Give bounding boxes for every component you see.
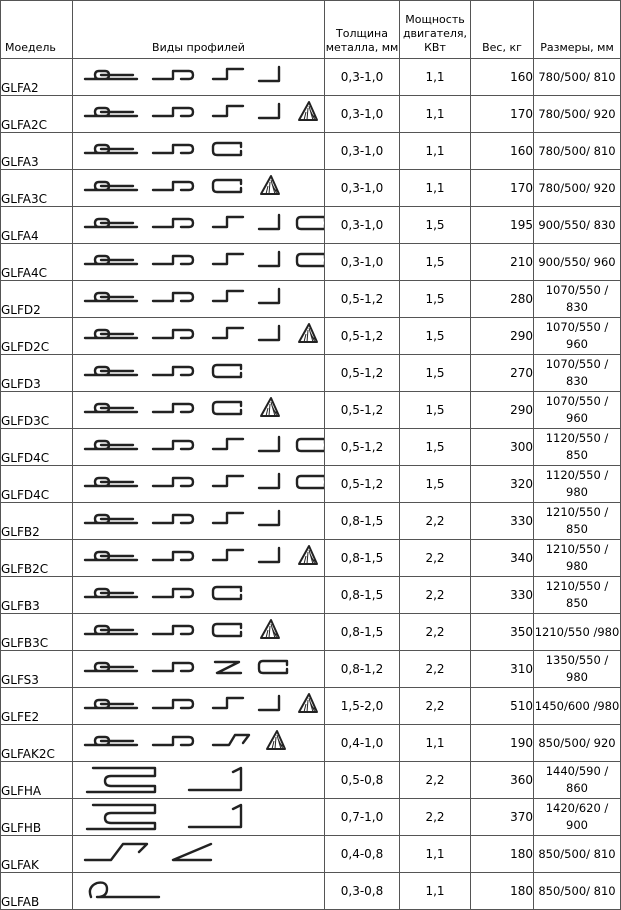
profile-seam-long-icon <box>85 367 137 375</box>
dims-cell: 900/550/ 830 <box>534 207 621 244</box>
profile-cbox-icon <box>213 402 241 414</box>
profile-seam-long-icon <box>85 700 137 708</box>
weight-cell: 270 <box>471 355 534 392</box>
power-cell: 1,1 <box>400 725 471 762</box>
profile-big-angle-icon <box>189 768 241 790</box>
weight-cell: 170 <box>471 170 534 207</box>
header-model: Моедель <box>1 1 73 59</box>
profile-seam-long-icon <box>85 293 137 301</box>
profile-big-angle-icon <box>189 805 241 827</box>
thickness-cell: 0,3-0,8 <box>325 873 400 910</box>
profile-seam-open-icon <box>153 441 193 449</box>
power-cell: 1,1 <box>400 133 471 170</box>
dims-cell: 1070/550 / 960 <box>534 392 621 429</box>
profile-drawings <box>73 392 324 428</box>
profile-angle-icon <box>259 326 279 340</box>
dims-cell: 1210/550 / 980 <box>534 540 621 577</box>
profile-step-icon <box>213 698 243 708</box>
profile-angle-icon <box>259 289 279 303</box>
power-cell: 1,5 <box>400 244 471 281</box>
profile-cbox-icon <box>213 624 241 636</box>
profile-drawings <box>73 355 324 391</box>
model-cell: GLFS3 <box>1 651 73 688</box>
power-cell: 1,1 <box>400 873 471 910</box>
thickness-cell: 0,4-0,8 <box>325 836 400 873</box>
dims-cell: 1210/550 / 850 <box>534 577 621 614</box>
table-row <box>1 836 621 873</box>
profile-seam-open-icon <box>153 404 193 412</box>
profiles-cell <box>73 207 325 244</box>
thickness-cell: 0,5-0,8 <box>325 762 400 799</box>
profile-cone-icon <box>261 620 279 638</box>
model-cell: GLFD2 <box>1 281 73 318</box>
profile-cone-icon <box>267 731 285 749</box>
dims-cell: 780/500/ 920 <box>534 96 621 133</box>
profile-seam-long-icon <box>85 515 137 523</box>
profile-cbox-icon <box>297 254 324 266</box>
header-weight: Вес, кг <box>471 1 534 59</box>
profile-drawings <box>73 725 324 761</box>
profile-drawings <box>73 429 324 465</box>
profile-drawings <box>73 836 324 872</box>
dims-cell: 1440/590 / 860 <box>534 762 621 799</box>
profile-cone-icon <box>299 324 317 342</box>
table-row <box>1 281 621 318</box>
profiles-cell <box>73 59 325 96</box>
power-cell: 1,5 <box>400 281 471 318</box>
profile-drawings <box>73 762 324 798</box>
profiles-cell <box>73 762 325 799</box>
profile-seam-open-icon <box>153 700 193 708</box>
model-cell: GLFB3 <box>1 577 73 614</box>
table-row <box>1 651 621 688</box>
profile-big-seam-icon <box>87 805 155 829</box>
profile-angle-icon <box>259 511 279 525</box>
profile-drawings <box>73 59 324 95</box>
weight-cell: 210 <box>471 244 534 281</box>
profile-drawings <box>73 318 324 354</box>
profile-drawings <box>73 466 324 502</box>
profile-drawings <box>73 503 324 539</box>
profile-step-icon <box>213 69 243 79</box>
weight-cell: 340 <box>471 540 534 577</box>
table-row <box>1 133 621 170</box>
profile-seam-open-icon <box>153 330 193 338</box>
profile-big-seam-icon <box>87 768 155 792</box>
table-row <box>1 503 621 540</box>
table-row <box>1 318 621 355</box>
profiles-cell <box>73 540 325 577</box>
profile-drawings <box>73 96 324 132</box>
thickness-cell: 0,7-1,0 <box>325 799 400 836</box>
profiles-cell <box>73 651 325 688</box>
profiles-cell <box>73 170 325 207</box>
power-cell: 1,5 <box>400 318 471 355</box>
profile-seam-long-icon <box>85 256 137 264</box>
power-cell: 2,2 <box>400 503 471 540</box>
power-cell: 2,2 <box>400 651 471 688</box>
model-cell: GLFA3C <box>1 170 73 207</box>
profile-angle-icon <box>259 67 279 81</box>
profiles-cell <box>73 577 325 614</box>
profile-angle-icon <box>259 104 279 118</box>
profile-drawings <box>73 207 324 243</box>
profile-step-icon <box>213 217 243 227</box>
dims-cell: 1120/550 / 850 <box>534 429 621 466</box>
profile-seam-long-icon <box>85 663 137 671</box>
thickness-cell: 0,5-1,2 <box>325 355 400 392</box>
profile-cbox-icon <box>297 476 324 488</box>
weight-cell: 180 <box>471 836 534 873</box>
profile-step-icon <box>213 513 243 523</box>
thickness-cell: 0,4-1,0 <box>325 725 400 762</box>
thickness-cell: 0,3-1,0 <box>325 207 400 244</box>
profile-drawings <box>73 873 324 909</box>
profile-seam-open-icon <box>153 71 193 79</box>
header-row <box>1 1 621 59</box>
weight-cell: 320 <box>471 466 534 503</box>
weight-cell: 350 <box>471 614 534 651</box>
power-cell: 1,1 <box>400 96 471 133</box>
thickness-cell: 0,3-1,0 <box>325 244 400 281</box>
model-cell: GLFAK2C <box>1 725 73 762</box>
profile-vee-icon <box>173 844 211 860</box>
power-cell: 1,5 <box>400 429 471 466</box>
profile-cbox-icon <box>213 587 241 599</box>
dims-cell: 780/500/ 810 <box>534 59 621 96</box>
dims-cell: 1420/620 / 900 <box>534 799 621 836</box>
profile-cbox-icon <box>213 180 241 192</box>
power-cell: 2,2 <box>400 614 471 651</box>
thickness-cell: 0,3-1,0 <box>325 96 400 133</box>
power-cell: 1,5 <box>400 466 471 503</box>
profile-seam-long-icon <box>85 108 137 116</box>
model-cell: GLFA4 <box>1 207 73 244</box>
profile-seam-open-icon <box>153 552 193 560</box>
profile-seam-long-icon <box>85 552 137 560</box>
table-body <box>1 59 621 910</box>
profile-cbox-icon <box>297 439 324 451</box>
profile-step-icon <box>213 476 243 486</box>
profile-cbox-icon <box>213 365 241 377</box>
dims-cell: 850/500/ 810 <box>534 836 621 873</box>
thickness-cell: 0,5-1,2 <box>325 318 400 355</box>
profiles-cell <box>73 614 325 651</box>
model-cell: GLFD4C <box>1 429 73 466</box>
weight-cell: 290 <box>471 318 534 355</box>
table-row <box>1 355 621 392</box>
profile-seam-open-icon <box>153 108 193 116</box>
thickness-cell: 0,3-1,0 <box>325 170 400 207</box>
profile-angle-icon <box>259 696 279 710</box>
weight-cell: 330 <box>471 577 534 614</box>
profile-seam-open-icon <box>153 182 193 190</box>
weight-cell: 310 <box>471 651 534 688</box>
weight-cell: 160 <box>471 59 534 96</box>
profile-angle-icon <box>259 548 279 562</box>
thickness-cell: 0,5-1,2 <box>325 429 400 466</box>
profile-seam-open-icon <box>153 367 193 375</box>
profiles-cell <box>73 688 325 725</box>
table-row <box>1 873 621 910</box>
profiles-cell <box>73 133 325 170</box>
profile-seam-long-icon <box>85 478 137 486</box>
profile-angle-icon <box>259 437 279 451</box>
thickness-cell: 1,5-2,0 <box>325 688 400 725</box>
model-cell: GLFD4C <box>1 466 73 503</box>
power-cell: 2,2 <box>400 577 471 614</box>
weight-cell: 510 <box>471 688 534 725</box>
profiles-cell <box>73 244 325 281</box>
profile-seam-open-icon <box>153 737 193 745</box>
profile-seam-open-icon <box>153 589 193 597</box>
model-cell: GLFA2 <box>1 59 73 96</box>
profile-step-icon <box>213 550 243 560</box>
dims-cell: 780/500/ 810 <box>534 133 621 170</box>
profile-cbox-icon <box>259 661 287 673</box>
thickness-cell: 0,8-1,5 <box>325 614 400 651</box>
profile-seam-long-icon <box>85 219 137 227</box>
table-row <box>1 59 621 96</box>
profile-drawings <box>73 170 324 206</box>
profile-seam-long-icon <box>85 737 137 745</box>
model-cell: GLFD2C <box>1 318 73 355</box>
dims-cell: 1450/600 /980 <box>534 688 621 725</box>
thickness-cell: 0,5-1,2 <box>325 281 400 318</box>
profile-drawings <box>73 651 324 687</box>
profile-seam-long-icon <box>85 626 137 634</box>
header-dims: Размеры, мм <box>534 1 621 59</box>
weight-cell: 160 <box>471 133 534 170</box>
profiles-cell <box>73 836 325 873</box>
profile-drawings <box>73 614 324 650</box>
model-cell: GLFA2C <box>1 96 73 133</box>
thickness-cell: 0,5-1,2 <box>325 392 400 429</box>
profile-cone-icon <box>261 398 279 416</box>
dims-cell: 1210/550 /980 <box>534 614 621 651</box>
power-cell: 1,1 <box>400 170 471 207</box>
table-row <box>1 762 621 799</box>
profile-drawings <box>73 281 324 317</box>
dims-cell: 1210/550 / 850 <box>534 503 621 540</box>
thickness-cell: 0,3-1,0 <box>325 133 400 170</box>
profile-drawings <box>73 799 324 835</box>
profile-angle-icon <box>259 252 279 266</box>
profile-cbox-icon <box>297 217 324 229</box>
model-cell: GLFD3C <box>1 392 73 429</box>
weight-cell: 190 <box>471 725 534 762</box>
thickness-cell: 0,8-1,5 <box>325 540 400 577</box>
profile-seam-long-icon <box>85 182 137 190</box>
profile-angle-icon <box>259 215 279 229</box>
thickness-cell: 0,8-1,5 <box>325 577 400 614</box>
profile-drawings <box>73 133 324 169</box>
weight-cell: 170 <box>471 96 534 133</box>
power-cell: 1,1 <box>400 836 471 873</box>
power-cell: 2,2 <box>400 762 471 799</box>
profile-step-icon <box>213 291 243 301</box>
weight-cell: 370 <box>471 799 534 836</box>
profile-zig-icon <box>215 662 241 673</box>
model-cell: GLFAB <box>1 873 73 910</box>
profiles-cell <box>73 318 325 355</box>
profile-seam-open-icon <box>153 256 193 264</box>
dims-cell: 1350/550 / 980 <box>534 651 621 688</box>
dims-cell: 1120/550 / 980 <box>534 466 621 503</box>
profile-cone-icon <box>261 176 279 194</box>
profile-seam-open-icon <box>153 219 193 227</box>
model-cell: GLFB2 <box>1 503 73 540</box>
table-row <box>1 207 621 244</box>
weight-cell: 180 <box>471 873 534 910</box>
dims-cell: 1070/550 / 830 <box>534 355 621 392</box>
dims-cell: 1070/550 / 960 <box>534 318 621 355</box>
table-row <box>1 725 621 762</box>
weight-cell: 330 <box>471 503 534 540</box>
profile-cone-icon <box>299 546 317 564</box>
table-row <box>1 96 621 133</box>
table-row <box>1 688 621 725</box>
profile-step-icon <box>213 254 243 264</box>
profiles-cell <box>73 429 325 466</box>
table-row <box>1 392 621 429</box>
weight-cell: 280 <box>471 281 534 318</box>
profiles-cell <box>73 392 325 429</box>
dims-cell: 850/500/ 810 <box>534 873 621 910</box>
weight-cell: 360 <box>471 762 534 799</box>
model-cell: GLFB3C <box>1 614 73 651</box>
power-cell: 1,5 <box>400 207 471 244</box>
profile-seam-long-icon <box>85 441 137 449</box>
profile-cbox-icon <box>213 143 241 155</box>
header-power: Мощность двигателя, КВт <box>400 1 471 59</box>
weight-cell: 300 <box>471 429 534 466</box>
power-cell: 1,1 <box>400 59 471 96</box>
header-thickness: Толщина металла, мм <box>325 1 400 59</box>
profile-step-icon <box>213 106 243 116</box>
table-row <box>1 170 621 207</box>
profile-seam-long-icon <box>85 404 137 412</box>
model-cell: GLFE2 <box>1 688 73 725</box>
profile-seam-open-icon <box>153 515 193 523</box>
profiles-cell <box>73 281 325 318</box>
power-cell: 2,2 <box>400 540 471 577</box>
power-cell: 1,5 <box>400 392 471 429</box>
table-row <box>1 799 621 836</box>
profile-drawings <box>73 688 324 724</box>
profile-seam-open-icon <box>153 626 193 634</box>
profile-seam-open-icon <box>153 663 193 671</box>
table-row <box>1 466 621 503</box>
table-row <box>1 244 621 281</box>
dims-cell: 780/500/ 920 <box>534 170 621 207</box>
model-cell: GLFHB <box>1 799 73 836</box>
profile-loop-icon <box>90 883 159 897</box>
profiles-cell <box>73 725 325 762</box>
profile-seam-open-icon <box>153 293 193 301</box>
profile-drawings <box>73 540 324 576</box>
profile-seam-long-icon <box>85 145 137 153</box>
profile-step-icon <box>213 439 243 449</box>
profile-drawings <box>73 577 324 613</box>
profile-angle-icon <box>259 474 279 488</box>
weight-cell: 290 <box>471 392 534 429</box>
profile-seam-open-icon <box>153 145 193 153</box>
profile-slant-big-icon <box>85 844 147 860</box>
profiles-cell <box>73 503 325 540</box>
power-cell: 2,2 <box>400 799 471 836</box>
profiles-cell <box>73 355 325 392</box>
profile-drawings <box>73 244 324 280</box>
dims-cell: 1070/550 / 830 <box>534 281 621 318</box>
profile-seam-long-icon <box>85 71 137 79</box>
thickness-cell: 0,8-1,2 <box>325 651 400 688</box>
table-row <box>1 614 621 651</box>
dims-cell: 900/550/ 960 <box>534 244 621 281</box>
thickness-cell: 0,3-1,0 <box>325 59 400 96</box>
table-row <box>1 540 621 577</box>
profiles-cell <box>73 466 325 503</box>
profile-seam-long-icon <box>85 589 137 597</box>
profiles-cell <box>73 96 325 133</box>
profile-seam-long-icon <box>85 330 137 338</box>
model-cell: GLFA3 <box>1 133 73 170</box>
table-row <box>1 577 621 614</box>
model-cell: GLFA4C <box>1 244 73 281</box>
power-cell: 2,2 <box>400 688 471 725</box>
model-cell: GLFB2C <box>1 540 73 577</box>
dims-cell: 850/500/ 920 <box>534 725 621 762</box>
model-cell: GLFAK <box>1 836 73 873</box>
profiles-cell <box>73 799 325 836</box>
profile-step-icon <box>213 328 243 338</box>
profile-cone-icon <box>299 694 317 712</box>
thickness-cell: 0,8-1,5 <box>325 503 400 540</box>
thickness-cell: 0,5-1,2 <box>325 466 400 503</box>
header-profiles: Виды профилей <box>73 1 325 59</box>
model-cell: GLFD3 <box>1 355 73 392</box>
profiles-cell <box>73 873 325 910</box>
profile-slant-icon <box>213 735 249 745</box>
power-cell: 1,5 <box>400 355 471 392</box>
profile-seam-open-icon <box>153 478 193 486</box>
table-row <box>1 429 621 466</box>
weight-cell: 195 <box>471 207 534 244</box>
model-cell: GLFHA <box>1 762 73 799</box>
profile-cone-icon <box>299 102 317 120</box>
